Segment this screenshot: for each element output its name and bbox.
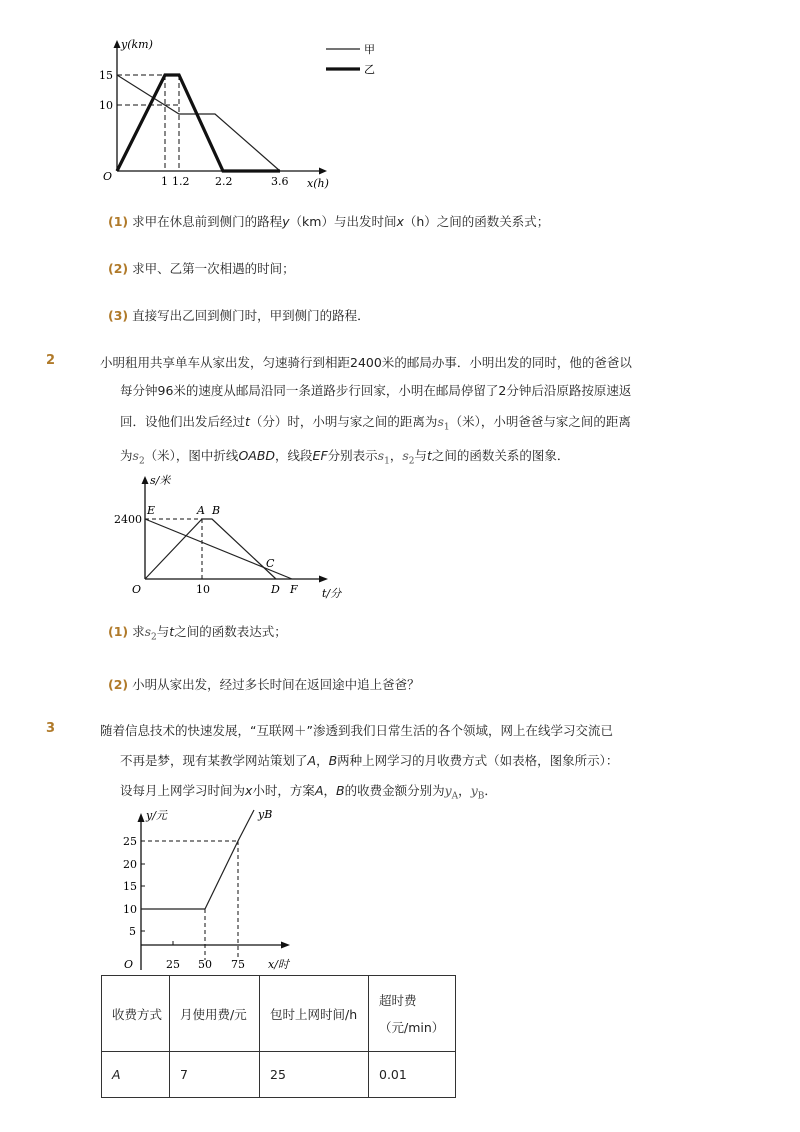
table-cell: 7 <box>170 1052 260 1098</box>
table-header-unit: （元/min） <box>379 1019 445 1035</box>
table-header-cell: 收费方式 <box>102 976 170 1052</box>
problem3-number: 3 <box>46 721 56 736</box>
x-tick: 75 <box>231 958 245 971</box>
y-tick: 2400 <box>114 513 142 526</box>
problem2-line3: 回．设他们出发后经过t（分）时，小明与家之间的距离为$s_1$（米），小明爸爸与家之间的距离 <box>120 414 631 433</box>
line-OABD <box>145 519 276 579</box>
y-axis-arrow <box>138 813 145 822</box>
x-tick: 50 <box>198 958 212 971</box>
problem1-part2 <box>108 259 295 279</box>
math-variable: EF <box>312 448 328 463</box>
problem1-part1 <box>108 212 549 232</box>
y-tick: 20 <box>123 858 137 871</box>
x-axis-label: x/时 <box>268 958 289 971</box>
problem2-part1 <box>108 622 287 648</box>
part-label: (2) <box>108 261 129 276</box>
point-B: B <box>212 504 221 517</box>
y-axis-arrow <box>142 476 149 484</box>
point-E: E <box>147 504 156 517</box>
part-label: (2) <box>108 677 129 692</box>
math-variable: x <box>396 214 404 229</box>
math-symbol: $y_A$ <box>444 783 459 802</box>
x-tick: 25 <box>166 958 180 971</box>
x-axis-label: t/分 <box>322 587 342 600</box>
series-yB-line <box>141 810 254 909</box>
math-variable: B <box>336 783 345 798</box>
part-text: 求甲、乙第一次相遇的时间； <box>132 261 295 276</box>
y-tick: 10 <box>123 903 137 916</box>
problem3-line1: 随着信息技术的快速发展，“互联网＋”渗透到我们日常生活的各个领域，网上在线学习交流已 <box>100 723 613 738</box>
math-variable: t <box>169 624 175 639</box>
y-tick: 15 <box>123 880 137 893</box>
x-axis-arrow <box>281 942 290 949</box>
y-axis-ticks <box>141 841 173 945</box>
problem2-number: 2 <box>46 353 56 368</box>
yB-label: yB <box>258 808 273 821</box>
point-C: C <box>266 557 275 570</box>
math-symbol: $s_1$ <box>437 414 450 433</box>
part-label: (3) <box>108 308 129 323</box>
problem1-graph <box>95 30 395 195</box>
problem2-line1: 小明租用共享单车从家出发，匀速骑行到相距2400米的邮局办事．小明出发的同时，他的爸爸以 <box>100 355 632 370</box>
x-axis-arrow <box>319 168 327 175</box>
table-row <box>102 1052 456 1098</box>
point-D: D <box>271 583 280 596</box>
origin-label: O <box>103 170 113 183</box>
point-F: F <box>290 583 298 596</box>
math-symbol: $s_2$ <box>144 624 157 643</box>
x-tick: 3.6 <box>271 175 289 188</box>
table-header-row <box>102 976 456 1052</box>
origin-label: O <box>124 958 134 971</box>
problem1-part3 <box>108 306 370 326</box>
part-label: (1) <box>108 624 129 639</box>
math-variable: B <box>328 753 338 768</box>
table-header-text: 超时费 <box>379 992 417 1008</box>
problem3-graph <box>108 805 308 975</box>
problem3-line2: 不再是梦，现有某教学网站策划了A，B两种上网学习的月收费方式（如表格，图象所示）： <box>120 753 619 768</box>
part-text: 直接写出乙回到侧门时，甲到侧门的路程． <box>132 308 370 323</box>
y-tick: 15 <box>99 69 113 82</box>
problem2-part2 <box>108 675 420 695</box>
part-label: (1) <box>108 214 129 229</box>
math-variable: A <box>314 783 324 798</box>
problem2-graph <box>108 470 358 605</box>
part-text: 求$s_2$与t之间的函数表达式； <box>132 624 287 643</box>
math-symbol: $s_2$ <box>402 448 415 467</box>
y-tick: 10 <box>99 99 113 112</box>
y-axis-label: s/米 <box>150 474 171 487</box>
series-yi-line <box>117 75 280 171</box>
math-symbol: $y_B$ <box>470 783 485 802</box>
table-header-cell: 包时上网时间/h <box>260 976 369 1052</box>
math-symbol: $s_2$ <box>132 448 145 467</box>
x-axis-label: x(h) <box>307 177 329 190</box>
origin-label: O <box>132 583 142 596</box>
math-variable: x <box>245 783 253 798</box>
point-A: A <box>197 504 205 517</box>
table-cell: 0.01 <box>369 1052 456 1098</box>
math-variable: t <box>245 414 250 429</box>
y-tick: 5 <box>129 925 136 938</box>
fee-table <box>101 975 456 1098</box>
x-tick: 1 <box>161 175 168 188</box>
problem2-line2: 每分钟96米的速度从邮局沿同一条道路步行回家，小明在邮局停留了2分钟后沿原路按原速返 <box>120 383 632 398</box>
line-EF <box>145 519 292 579</box>
x-axis-arrow <box>319 576 328 583</box>
x-tick: 2.2 <box>215 175 233 188</box>
y-tick: 25 <box>123 835 137 848</box>
table-header-cell <box>369 976 456 1052</box>
table-header-cell: 月使用费/元 <box>170 976 260 1052</box>
math-symbol: $s_1$ <box>377 448 390 467</box>
table-cell: 25 <box>260 1052 369 1098</box>
problem2-line4: 为$s_2$（米），图中折线OABD，线段EF分别表示$s_1$，$s_2$与t之间的函数关系的图象． <box>120 448 570 467</box>
math-variable: A <box>307 753 317 768</box>
x-tick: 1.2 <box>172 175 190 188</box>
problem3-line3: 设每月上网学习时间为x小时，方案A，B的收费金额分别为$y_A$，$y_B$． <box>120 783 497 802</box>
legend-jia-label: 甲 <box>364 43 375 56</box>
part-text: 小明从家出发，经过多长时间在返回途中追上爸爸？ <box>132 677 420 692</box>
x-tick: 10 <box>196 583 210 596</box>
math-variable: y <box>282 214 290 229</box>
table-cell: A <box>102 1052 170 1098</box>
legend-yi-label: 乙 <box>364 63 375 76</box>
math-variable: OABD <box>238 448 276 463</box>
math-variable: t <box>427 448 432 463</box>
part-text: 求甲在休息前到侧门的路程y（km）与出发时间x（h）之间的函数关系式； <box>132 214 550 229</box>
y-axis-arrow <box>114 40 121 48</box>
y-axis-label: y/元 <box>146 809 167 822</box>
y-axis-label: y(km) <box>121 38 153 51</box>
